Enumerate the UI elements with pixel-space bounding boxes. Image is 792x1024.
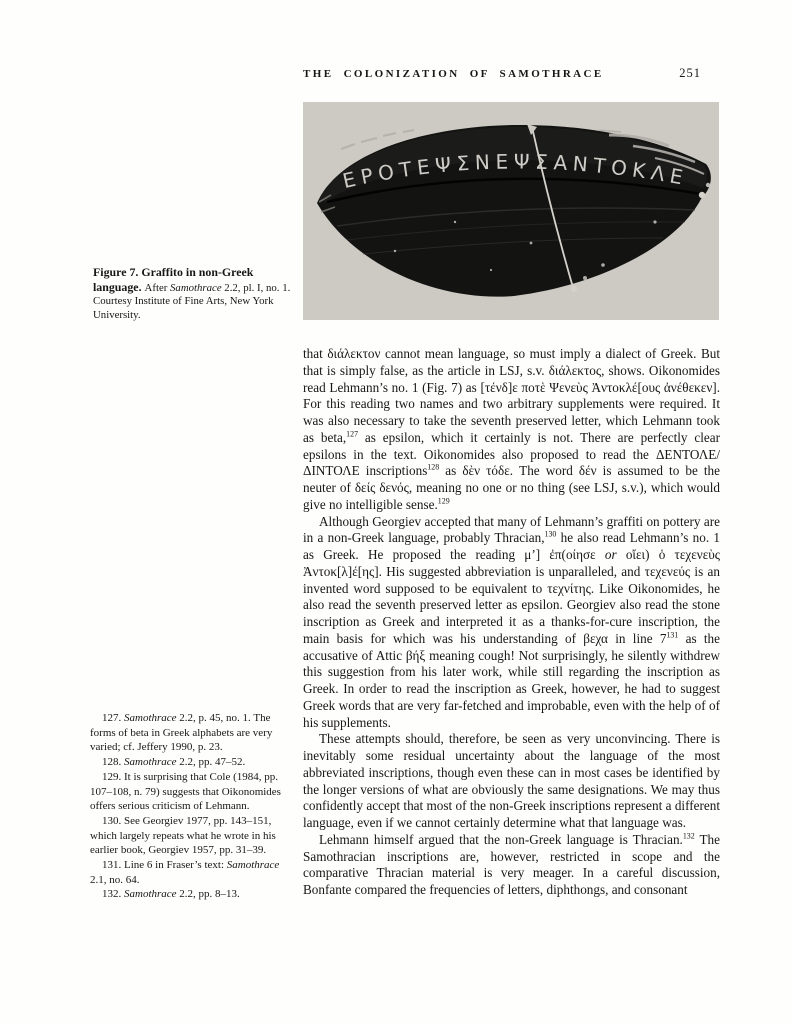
body-paragraph-2: Although Georgiev accepted that many of Lehmann’s graffiti on pottery are in a non-Greek language, probably Thracian,$^{130}$ he also read Lehmann’s no. 1 as Greek. He proposed the reading μ’] ἐπ(οίησε or οἴει) ὁ τεχενεὺς Ἀντοκ[λ]έ[ης]. His suggested abbreviation is unparalleled, and τεχενεύς is an invented word supposed to be equivalent to τεχνίτης. Like Oikonomides, he also read the seventh preserved letter as epsilon. Georgiev also read the stone inscription as Greek and interpreted it as a thanks-for-cure inscription, the main basis for which was his understanding of βεχα in line $7^{131}$ as the accusative of Attic βήξ meaning cough! Not surprisingly, he silently withdrew this suggestion from his later work, while still regarding the inscription as Greek. In order to read the inscription as Greek, however, he had to suggest Greek words that are very far-fetched and improbable, even with the help of of his supplements.	[303, 513, 721, 730]
body-text	[303, 346, 720, 899]
body-paragraph-4: Lehmann himself argued that the non-Greek language is Thracian.$^{132}$ The Samothracian inscriptions are, however, restricted in scope and the comparative Thracian material is very meager. In a careful discussion, Bonfante compared the frequencies of letters, diphthongs, and consonant	[303, 831, 720, 897]
running-head-title: THE COLONIZATION OF SAMOTHRACE	[303, 68, 604, 80]
footnotes	[90, 711, 290, 902]
figure-photo	[303, 102, 719, 320]
body-paragraph-3: These attempts should, therefore, be seen as very unconvincing. There is inevitably some residual uncertainty about the language of the most abbreviated inscriptions, though even these can in most cases be identified by the longer versions of what are obviously the same designations. We may thus confidently accept that most of the non-Greek inscriptions represent a different language, even if we cannot certainly determine what that language was.	[303, 731, 720, 830]
pot-inscription: ΕΡΟΤΕΨΣΝΕΨΣΑΝΤΟΚΛΕ	[340, 149, 691, 193]
page-number: 251	[679, 66, 701, 80]
figure-caption: Figure 7. Graffito in non-Greek language. After Samothrace 2.2, pl. I, no. 1. Courtesy Institute of Fine Arts, New York University.	[93, 265, 291, 321]
footnote-132: 132. Samothrace 2.2, pp. 8–13.	[102, 888, 240, 901]
footnote-129: 129. It is surprising that Cole (1984, pp. 107–108, n. 79) suggests that Oikonomides offers serious criticism of Lehmann.	[90, 770, 281, 813]
running-head	[303, 66, 701, 81]
footnote-131: 131. Line 6 in Fraser’s text: Samothrace 2.1, no. 64.	[90, 859, 280, 886]
footnote-128: 128. Samothrace 2.2, pp. 47–52.	[102, 756, 246, 769]
pottery-photo-svg	[303, 102, 719, 320]
footnote-127: 127. Samothrace 2.2, p. 45, no. 1. The forms of beta in Greek alphabets are very varied; cf. Jeffery 1990, p. 23.	[90, 712, 273, 754]
footnote-130: 130. See Georgiev 1977, pp. 143–151, which largely repeats what he wrote in his earlier book, Georgiev 1957, pp. 31–39.	[90, 814, 276, 857]
body-paragraph-1: that διάλεκτον cannot mean language, so must imply a dialect of Greek. But that is simply false, as the article in LSJ, s.v. διάλεκτος, shows. Oikonomides read Lehmann’s no. 1 (Fig. 7) as [τένδ]ε ποτὲ Ψενεὺς Ἀντοκλέ[ους ἀνέθεκεν]. For this reading two names and two arbitrary supplements were required. It was also necessary to take the seventh preserved letter, which Lehmann took as beta,$^{127}$ as epsilon, which it certainly is not. There are perfectly clear epsilons in the text. Oikonomides also proposed to read the ΔΕΝΤΟΛΕ/ΔΙΝΤΟΛΕ inscriptions$^{128}$ as δὲν τόδε. The word δέν is assumed to be the neuter of δείς δενός, meaning no one or no thing (see LSJ, s.v.), which would give no intelligible sense.$^{129}$	[303, 346, 721, 512]
